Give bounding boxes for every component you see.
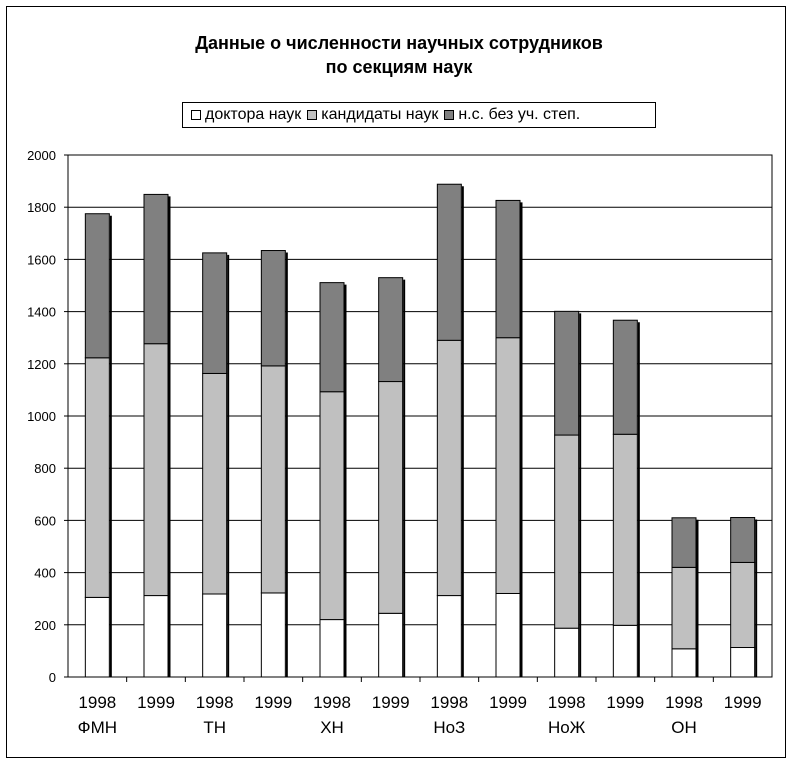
- y-tick-label: 1400: [27, 304, 56, 320]
- x-tick-label: 1998: [78, 693, 117, 712]
- group-label: НоЖ: [547, 718, 586, 737]
- y-tick-label: 1800: [27, 200, 56, 216]
- bar-segment: [320, 620, 344, 677]
- legend-label-doctors: доктора наук: [205, 106, 302, 123]
- bar-segment: [379, 382, 403, 614]
- bar-segment: [672, 649, 696, 677]
- y-tick-label: 2000: [27, 148, 56, 163]
- group-label: ОН: [671, 718, 697, 737]
- bar-segment: [496, 338, 520, 594]
- bar-segment: [437, 184, 461, 340]
- x-tick-label: 1998: [195, 693, 234, 712]
- bar-segment: [203, 594, 227, 677]
- bar-segment: [144, 596, 168, 677]
- bar-segment: [320, 283, 344, 392]
- bar-segment: [261, 251, 285, 366]
- group-label: ФМН: [77, 718, 118, 737]
- y-tick-label: 600: [34, 513, 56, 529]
- chart-subtitle: по секциям наук: [325, 57, 473, 77]
- bar-segment: [144, 194, 168, 343]
- bar-segment: [672, 567, 696, 648]
- legend-label-no-degree: н.с. без уч. степ.: [458, 106, 581, 123]
- bar-segment: [85, 358, 109, 598]
- group-label: НоЗ: [433, 718, 466, 737]
- bar-segment: [85, 597, 109, 677]
- x-tick-label: 1998: [665, 693, 703, 712]
- bar-segment: [379, 613, 403, 677]
- bar-segment: [203, 253, 227, 374]
- bar-segment: [261, 366, 285, 593]
- bar-segment: [613, 320, 637, 434]
- bar-segment: [613, 434, 637, 625]
- chart-title: Данные о численности научных сотрудников: [195, 33, 603, 53]
- bar-segment: [731, 518, 755, 563]
- x-tick-label: 1998: [547, 693, 586, 712]
- legend-label-candidates: кандидаты наук: [321, 106, 439, 123]
- bar-segment: [731, 562, 755, 647]
- bar-segment: [379, 278, 403, 382]
- group-label: ТН: [203, 718, 227, 737]
- y-tick-label: 1200: [27, 356, 56, 372]
- bar-segment: [613, 625, 637, 677]
- x-tick-label: 1999: [371, 693, 410, 712]
- bar-segment: [555, 435, 579, 628]
- bar-segment: [731, 648, 755, 677]
- x-tick-label: 1999: [606, 693, 645, 712]
- x-tick-label: 1999: [489, 693, 527, 712]
- y-tick-label: 1600: [27, 252, 56, 268]
- bar-segment: [496, 200, 520, 337]
- bar-segment: [203, 373, 227, 594]
- x-tick-label: 1999: [254, 693, 293, 712]
- bar-segment: [672, 518, 696, 568]
- bar-segment: [85, 214, 109, 358]
- y-tick-label: 0: [48, 670, 56, 685]
- bar-segment: [555, 628, 579, 677]
- x-tick-label: 1998: [430, 693, 469, 712]
- bar-segment: [320, 392, 344, 620]
- bar-segment: [437, 596, 461, 677]
- y-tick-label: 800: [34, 461, 56, 477]
- bar-segment: [555, 311, 579, 435]
- x-tick-label: 1998: [313, 693, 351, 712]
- bar-segment: [144, 344, 168, 596]
- bar-segment: [261, 593, 285, 677]
- y-tick-label: 1000: [27, 409, 56, 424]
- x-tick-label: 1999: [137, 693, 175, 712]
- y-tick-label: 400: [34, 565, 56, 581]
- bar-segment: [496, 593, 520, 677]
- group-label: ХН: [320, 718, 344, 737]
- bar-segment: [437, 340, 461, 595]
- y-tick-label: 200: [34, 617, 56, 633]
- x-tick-label: 1999: [723, 693, 762, 712]
